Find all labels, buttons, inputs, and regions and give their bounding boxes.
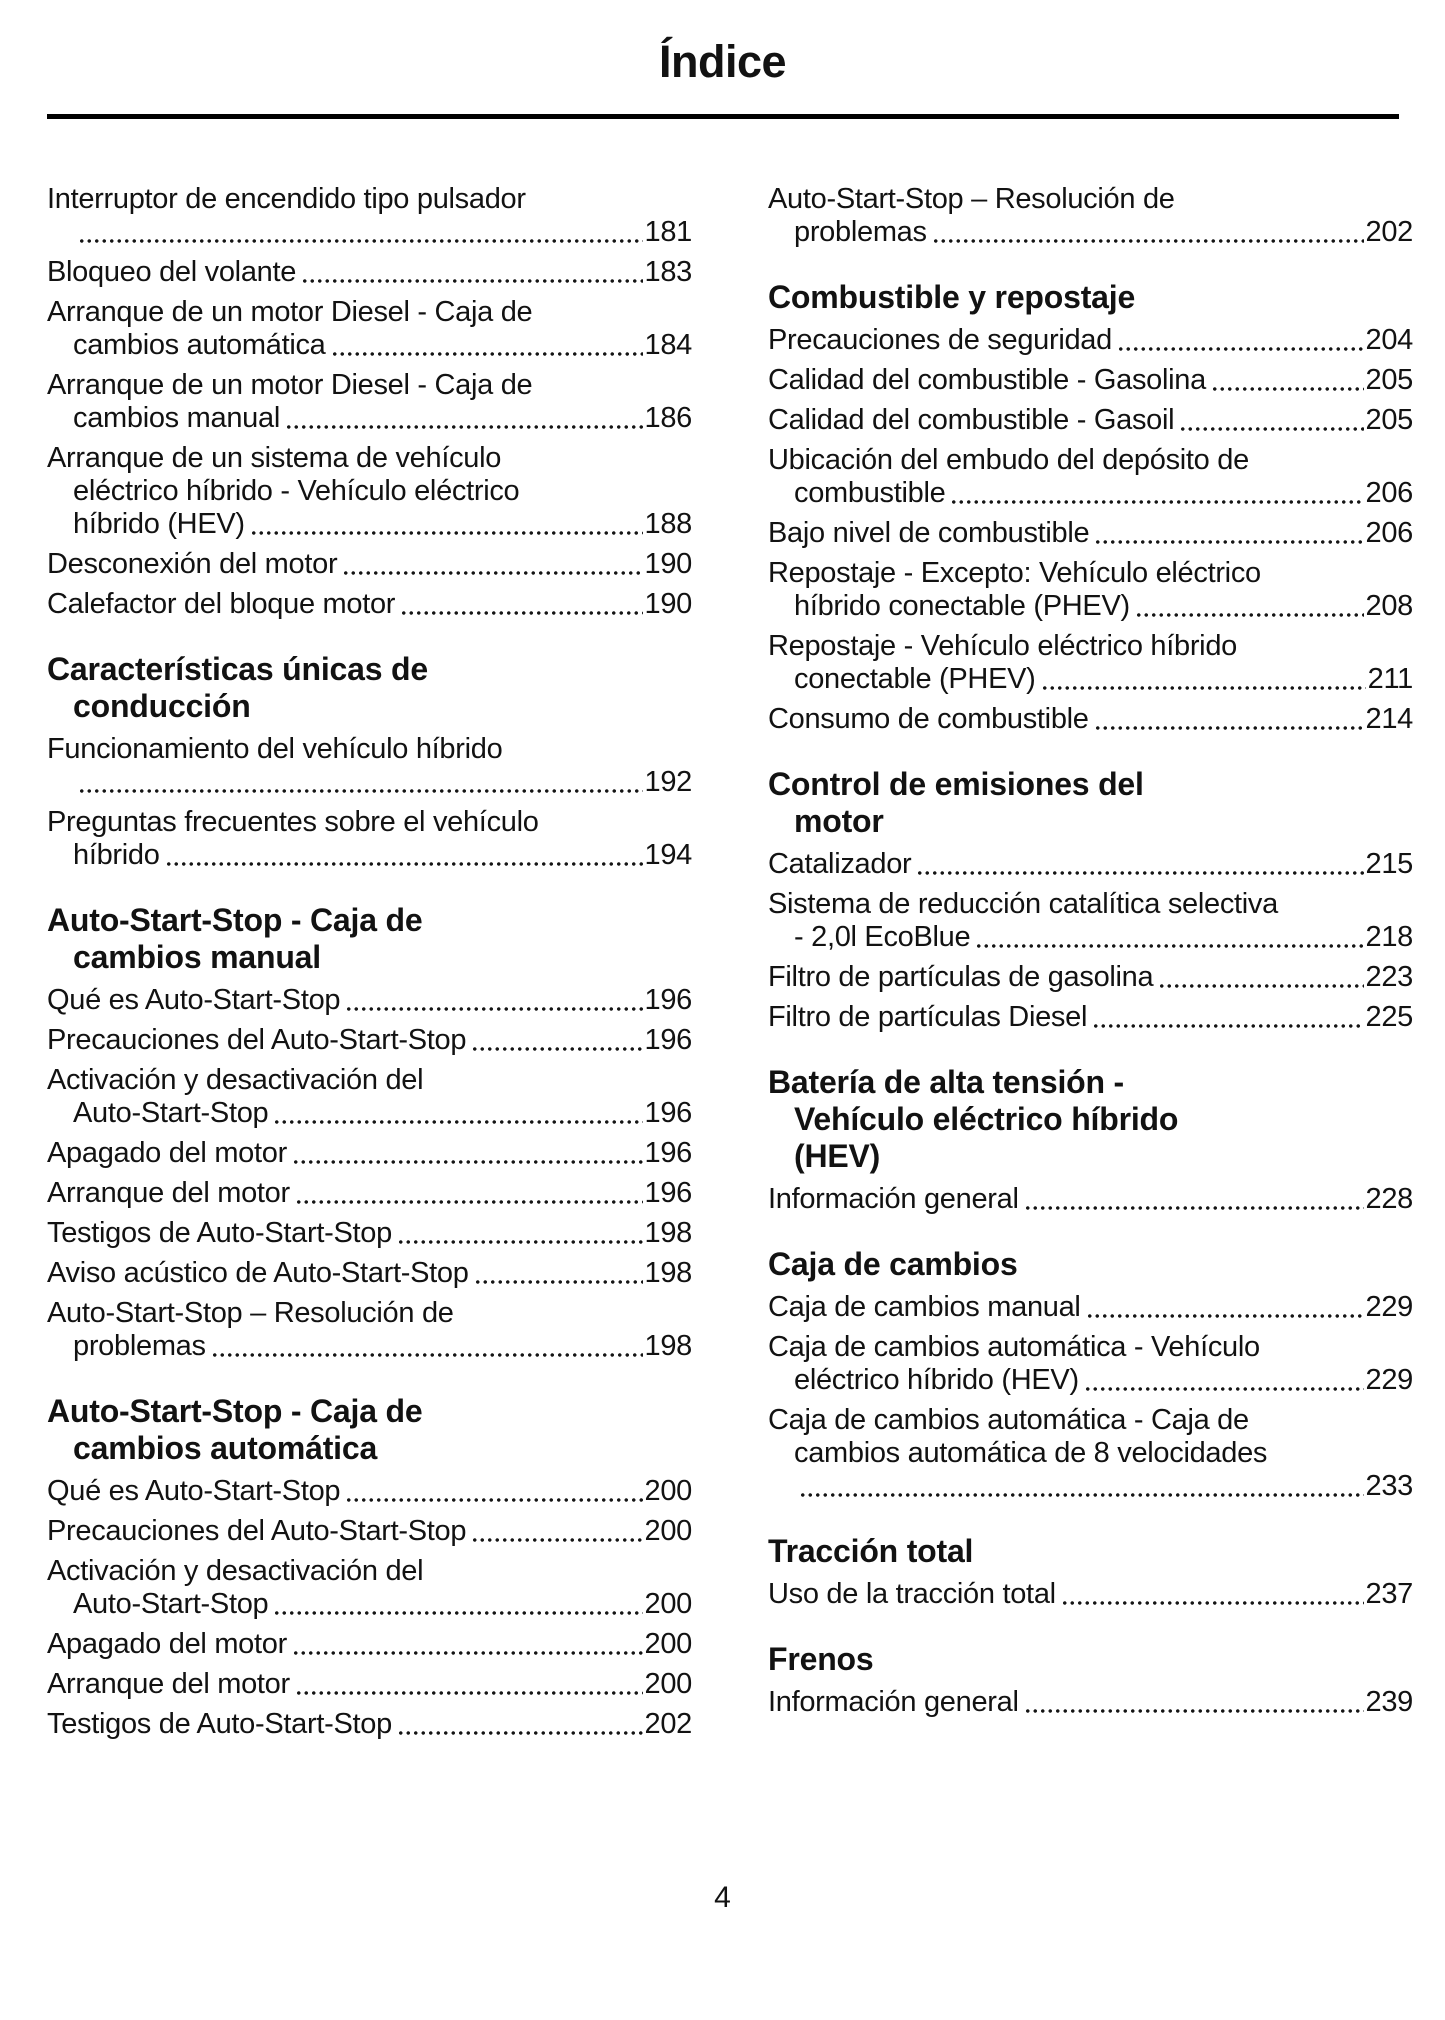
dotted-leader	[273, 1104, 642, 1130]
section-heading	[768, 766, 1413, 840]
section-heading	[768, 1064, 1413, 1175]
toc-entry	[47, 1515, 692, 1548]
toc-entry	[768, 1686, 1413, 1719]
dotted-leader	[1211, 371, 1364, 397]
dotted-leader	[1094, 524, 1363, 550]
toc-entry	[768, 1183, 1413, 1216]
toc-page-number: 208	[1365, 590, 1413, 622]
toc-entry-line: Auto-Start-Stop – Resolución de	[768, 183, 1175, 215]
dotted-leader	[975, 928, 1363, 954]
dotted-leader	[1158, 968, 1363, 994]
toc-entry-line	[768, 961, 1413, 994]
section-heading-line: (HEV)	[794, 1138, 881, 1174]
toc-column-left	[47, 183, 692, 1748]
toc-entry-line	[47, 216, 692, 249]
toc-page-number: 205	[1365, 404, 1413, 436]
toc-entry	[47, 1668, 692, 1701]
dotted-leader	[1135, 597, 1364, 623]
section-heading-line: Auto-Start-Stop - Caja de	[47, 902, 423, 938]
toc-entry	[47, 984, 692, 1017]
toc-entry	[768, 848, 1413, 881]
toc-entry-text: problemas	[73, 1330, 206, 1362]
toc-entry-line	[47, 1097, 692, 1130]
toc-entry-line	[47, 1257, 692, 1290]
toc-entry-line	[768, 1001, 1413, 1034]
toc-entry-text: Caja de cambios manual	[768, 1291, 1081, 1323]
section-heading	[768, 279, 1413, 316]
toc-entry-text: problemas	[794, 216, 927, 248]
toc-entry	[47, 588, 692, 621]
toc-page-number: 202	[644, 1708, 692, 1740]
dotted-leader	[1024, 1693, 1364, 1719]
toc-entry-line	[768, 921, 1413, 954]
toc-page-number: 211	[1367, 663, 1413, 695]
section-heading-line: Tracción total	[768, 1533, 974, 1569]
toc-page-number: 196	[644, 1177, 692, 1209]
toc-page-number: 229	[1365, 1364, 1413, 1396]
toc-entry-line	[47, 1177, 692, 1210]
toc-entry-text: combustible	[794, 477, 946, 509]
toc-entry	[47, 183, 692, 249]
toc-entry	[47, 1475, 692, 1508]
section-heading-line: Auto-Start-Stop - Caja de	[47, 1393, 423, 1429]
toc-entry-text: Qué es Auto-Start-Stop	[47, 1475, 341, 1507]
toc-entry	[768, 1001, 1413, 1034]
section-heading-line: Batería de alta tensión -	[768, 1064, 1124, 1100]
toc-entry-line	[768, 517, 1413, 550]
toc-entry-line	[47, 1628, 692, 1661]
toc-entry-line	[768, 1183, 1413, 1216]
toc-entry-text: Calidad del combustible - Gasoil	[768, 404, 1175, 436]
toc-entry-text: cambios manual	[73, 402, 280, 434]
dotted-leader	[397, 1715, 643, 1741]
toc-entry-line	[47, 1708, 692, 1741]
toc-entry-line: Interruptor de encendido tipo pulsador	[47, 183, 526, 215]
dotted-leader	[1086, 1298, 1364, 1324]
toc-entry-line	[47, 402, 692, 435]
dotted-leader	[471, 1031, 642, 1057]
dotted-leader	[474, 1264, 643, 1290]
toc-page-number: 194	[644, 839, 692, 871]
toc-entry	[768, 557, 1413, 623]
toc-entry-line	[47, 1137, 692, 1170]
toc-page-number: 181	[644, 216, 692, 248]
toc-entry-line	[768, 663, 1413, 696]
toc-page-number: 215	[1365, 848, 1413, 880]
section-heading	[47, 902, 692, 976]
toc-entry-line	[47, 984, 692, 1017]
toc-entry-line: Repostaje - Vehículo eléctrico híbrido	[768, 630, 1237, 662]
toc-page-number: 214	[1365, 703, 1413, 735]
toc-entry-line: Caja de cambios automática - Vehículo	[768, 1331, 1260, 1363]
toc-page-number: 202	[1365, 216, 1413, 248]
toc-entry-text: híbrido (HEV)	[73, 508, 245, 540]
toc-entry-line	[768, 703, 1413, 736]
dotted-leader	[1117, 331, 1364, 357]
toc-entry-line: Arranque de un motor Diesel - Caja de	[47, 296, 533, 328]
toc-entry	[47, 1217, 692, 1250]
toc-entry	[768, 888, 1413, 954]
toc-entry	[47, 442, 692, 541]
toc-entry-line: Arranque de un motor Diesel - Caja de	[47, 369, 533, 401]
toc-entry-line: Auto-Start-Stop – Resolución de	[47, 1297, 454, 1329]
toc-entry-line	[47, 1515, 692, 1548]
toc-entry-text: Bloqueo del volante	[47, 256, 297, 288]
section-heading-line: Vehículo eléctrico híbrido	[794, 1101, 1179, 1137]
toc-entry-text: Consumo de combustible	[768, 703, 1089, 735]
section-heading-line: motor	[794, 803, 884, 839]
toc-entry-line	[47, 1217, 692, 1250]
dotted-leader	[916, 855, 1363, 881]
toc-entry-text: Auto-Start-Stop	[73, 1588, 269, 1620]
toc-page-number: 198	[644, 1257, 692, 1289]
dotted-leader	[471, 1522, 642, 1548]
toc-entry-text: Testigos de Auto-Start-Stop	[47, 1217, 392, 1249]
dotted-leader	[292, 1635, 643, 1661]
toc-entry-line	[768, 1291, 1413, 1324]
toc-entry	[47, 1628, 692, 1661]
toc-page-number: 190	[644, 588, 692, 620]
section-heading-line: conducción	[73, 688, 251, 724]
toc-entry	[47, 1024, 692, 1057]
toc-entry-text: Información general	[768, 1686, 1019, 1718]
section-heading	[47, 651, 692, 725]
toc-entry-line: Repostaje - Excepto: Vehículo eléctrico	[768, 557, 1261, 589]
dotted-leader	[78, 773, 643, 799]
dotted-leader	[165, 846, 643, 872]
toc-page-number: 190	[644, 548, 692, 580]
toc-page-number: 206	[1365, 477, 1413, 509]
toc-entry-line	[768, 404, 1413, 437]
dotted-leader	[250, 515, 643, 541]
toc-entry-text: Auto-Start-Stop	[73, 1097, 269, 1129]
dotted-leader	[400, 595, 642, 621]
toc-page-number: 198	[644, 1217, 692, 1249]
toc-entry	[768, 444, 1413, 510]
toc-entry-text: Calidad del combustible - Gasolina	[768, 364, 1206, 396]
toc-entry-text: Arranque del motor	[47, 1177, 290, 1209]
toc-entry-text: cambios automática	[73, 329, 326, 361]
dotted-leader	[932, 223, 1364, 249]
dotted-leader	[295, 1184, 643, 1210]
toc-entry	[47, 548, 692, 581]
toc-entry-line: Activación y desactivación del	[47, 1064, 424, 1096]
toc-page-number: 223	[1365, 961, 1413, 993]
section-heading	[768, 1533, 1413, 1570]
toc-entry-line	[768, 848, 1413, 881]
toc-entry-line: Preguntas frecuentes sobre el vehículo	[47, 806, 539, 838]
dotted-leader	[1084, 1371, 1364, 1397]
toc-page-number: 196	[644, 1097, 692, 1129]
toc-page-number: 186	[644, 402, 692, 434]
toc-entry	[768, 324, 1413, 357]
toc-page-number: 198	[644, 1330, 692, 1362]
section-heading	[47, 1393, 692, 1467]
section-heading	[768, 1641, 1413, 1678]
dotted-leader	[78, 223, 643, 249]
dotted-leader	[1061, 1585, 1364, 1611]
toc-entry	[47, 296, 692, 362]
toc-page-number: 233	[1365, 1470, 1413, 1502]
toc-entry	[47, 1555, 692, 1621]
toc-page-number: 229	[1365, 1291, 1413, 1323]
toc-page-number: 184	[644, 329, 692, 361]
dotted-leader	[1092, 1008, 1363, 1034]
dotted-leader	[345, 991, 642, 1017]
toc-entry-text: Filtro de partículas de gasolina	[768, 961, 1154, 993]
dotted-leader	[211, 1337, 643, 1363]
toc-page-number: 200	[644, 1515, 692, 1547]
toc-entry-text: Precauciones del Auto-Start-Stop	[47, 1024, 467, 1056]
toc-entry	[47, 1137, 692, 1170]
toc-entry-text: Aviso acústico de Auto-Start-Stop	[47, 1257, 469, 1289]
toc-entry	[47, 1297, 692, 1363]
toc-columns	[47, 183, 1445, 1748]
dotted-leader	[342, 555, 642, 581]
toc-entry	[768, 364, 1413, 397]
toc-entry	[768, 1578, 1413, 1611]
section-heading-line: Control de emisiones del	[768, 766, 1144, 802]
toc-page-number: 228	[1365, 1183, 1413, 1215]
toc-entry-line: Funcionamiento del vehículo híbrido	[47, 733, 503, 765]
toc-entry-line	[768, 1686, 1413, 1719]
toc-entry-line	[768, 364, 1413, 397]
toc-entry	[768, 961, 1413, 994]
toc-page-number: 200	[644, 1628, 692, 1660]
toc-entry-line	[768, 590, 1413, 623]
toc-entry-text: híbrido conectable (PHEV)	[794, 590, 1130, 622]
toc-entry	[768, 703, 1413, 736]
toc-entry-line: Activación y desactivación del	[47, 1555, 424, 1587]
toc-entry-text: Desconexión del motor	[47, 548, 338, 580]
toc-entry-text: Uso de la tracción total	[768, 1578, 1056, 1610]
dotted-leader	[345, 1482, 642, 1508]
toc-page-number: 205	[1365, 364, 1413, 396]
dotted-leader	[273, 1595, 642, 1621]
toc-entry-line	[47, 1588, 692, 1621]
toc-entry	[47, 1177, 692, 1210]
toc-entry-text: Calefactor del bloque motor	[47, 588, 396, 620]
toc-page-number: 196	[644, 984, 692, 1016]
dotted-leader	[1041, 670, 1366, 696]
toc-page-number: 239	[1365, 1686, 1413, 1718]
toc-entry	[47, 1257, 692, 1290]
toc-entry	[768, 404, 1413, 437]
toc-entry-line	[47, 329, 692, 362]
dotted-leader	[397, 1224, 643, 1250]
toc-entry	[47, 1708, 692, 1741]
toc-entry-line: Arranque de un sistema de vehículo	[47, 442, 502, 474]
dotted-leader	[1094, 710, 1364, 736]
dotted-leader	[292, 1144, 643, 1170]
dotted-leader	[285, 409, 643, 435]
toc-entry-text: Bajo nivel de combustible	[768, 517, 1090, 549]
toc-entry-text: híbrido	[73, 839, 160, 871]
toc-page-number: 200	[644, 1475, 692, 1507]
section-heading	[768, 1246, 1413, 1283]
section-heading-line: Características únicas de	[47, 651, 428, 687]
toc-entry-line	[47, 256, 692, 289]
toc-entry-line	[768, 324, 1413, 357]
section-heading-line: Caja de cambios	[768, 1246, 1018, 1282]
toc-entry-line: Caja de cambios automática - Caja de	[768, 1404, 1249, 1436]
section-heading-line: Combustible y repostaje	[768, 279, 1136, 315]
toc-page-number: 225	[1365, 1001, 1413, 1033]
toc-entry-line	[47, 839, 692, 872]
toc-entry-text: conectable (PHEV)	[794, 663, 1036, 695]
toc-entry-text: Testigos de Auto-Start-Stop	[47, 1708, 392, 1740]
dotted-leader	[295, 1675, 643, 1701]
toc-page-number: 192	[644, 766, 692, 798]
toc-entry-line: cambios automática de 8 velocidades	[794, 1437, 1268, 1469]
toc-entry-line: Sistema de reducción catalítica selectiva	[768, 888, 1278, 920]
toc-entry	[768, 517, 1413, 550]
toc-entry-text: Qué es Auto-Start-Stop	[47, 984, 341, 1016]
dotted-leader	[301, 263, 642, 289]
toc-entry	[768, 630, 1413, 696]
toc-page-number: 237	[1365, 1578, 1413, 1610]
toc-entry-line	[768, 1470, 1413, 1503]
toc-entry-line	[768, 477, 1413, 510]
toc-entry-line	[768, 1578, 1413, 1611]
toc-entry	[768, 1291, 1413, 1324]
dotted-leader	[1024, 1190, 1364, 1216]
toc-page-number: 200	[644, 1668, 692, 1700]
toc-entry-line	[47, 548, 692, 581]
toc-entry	[47, 369, 692, 435]
toc-entry-line	[47, 1024, 692, 1057]
dotted-leader	[1179, 411, 1363, 437]
toc-page-number: 188	[644, 508, 692, 540]
toc-entry-line	[47, 1668, 692, 1701]
dotted-leader	[331, 336, 643, 362]
toc-page-number: 204	[1365, 324, 1413, 356]
toc-entry	[47, 806, 692, 872]
toc-page-number: 218	[1365, 921, 1413, 953]
toc-entry-line	[47, 1475, 692, 1508]
toc-entry-text: Filtro de partículas Diesel	[768, 1001, 1088, 1033]
dotted-leader	[950, 484, 1363, 510]
toc-entry	[47, 1064, 692, 1130]
toc-page-number: 196	[644, 1024, 692, 1056]
toc-entry-text: Apagado del motor	[47, 1137, 287, 1169]
toc-entry-line: eléctrico híbrido - Vehículo eléctrico	[73, 475, 520, 507]
toc-entry-text: Precauciones de seguridad	[768, 324, 1112, 356]
toc-entry-text: - 2,0l EcoBlue	[794, 921, 971, 953]
toc-entry-line	[47, 588, 692, 621]
toc-page-number: 196	[644, 1137, 692, 1169]
toc-entry-text: Apagado del motor	[47, 1628, 287, 1660]
toc-entry-line	[768, 1364, 1413, 1397]
section-heading-line: cambios manual	[73, 939, 321, 975]
toc-entry-line	[47, 508, 692, 541]
toc-entry	[768, 1331, 1413, 1397]
toc-entry-text: Precauciones del Auto-Start-Stop	[47, 1515, 467, 1547]
toc-page-number: 183	[644, 256, 692, 288]
toc-entry	[47, 256, 692, 289]
dotted-leader	[799, 1477, 1364, 1503]
toc-column-right	[768, 183, 1413, 1748]
section-heading-line: cambios automática	[73, 1430, 378, 1466]
toc-entry-text: Catalizador	[768, 848, 912, 880]
toc-entry-line	[47, 1330, 692, 1363]
toc-page-number: 206	[1365, 517, 1413, 549]
page-title: Índice	[658, 36, 787, 87]
toc-entry	[768, 183, 1413, 249]
toc-entry-text: eléctrico híbrido (HEV)	[794, 1364, 1079, 1396]
title-divider	[47, 114, 1399, 119]
footer-page-number: 4	[714, 1881, 731, 1914]
toc-entry-line: Ubicación del embudo del depósito de	[768, 444, 1249, 476]
toc-entry	[768, 1404, 1413, 1503]
section-heading-line: Frenos	[768, 1641, 874, 1677]
toc-entry-line	[768, 216, 1413, 249]
toc-entry-text: Información general	[768, 1183, 1019, 1215]
toc-entry	[47, 733, 692, 799]
toc-page-number: 200	[644, 1588, 692, 1620]
toc-entry-text: Arranque del motor	[47, 1668, 290, 1700]
toc-entry-line	[47, 766, 692, 799]
